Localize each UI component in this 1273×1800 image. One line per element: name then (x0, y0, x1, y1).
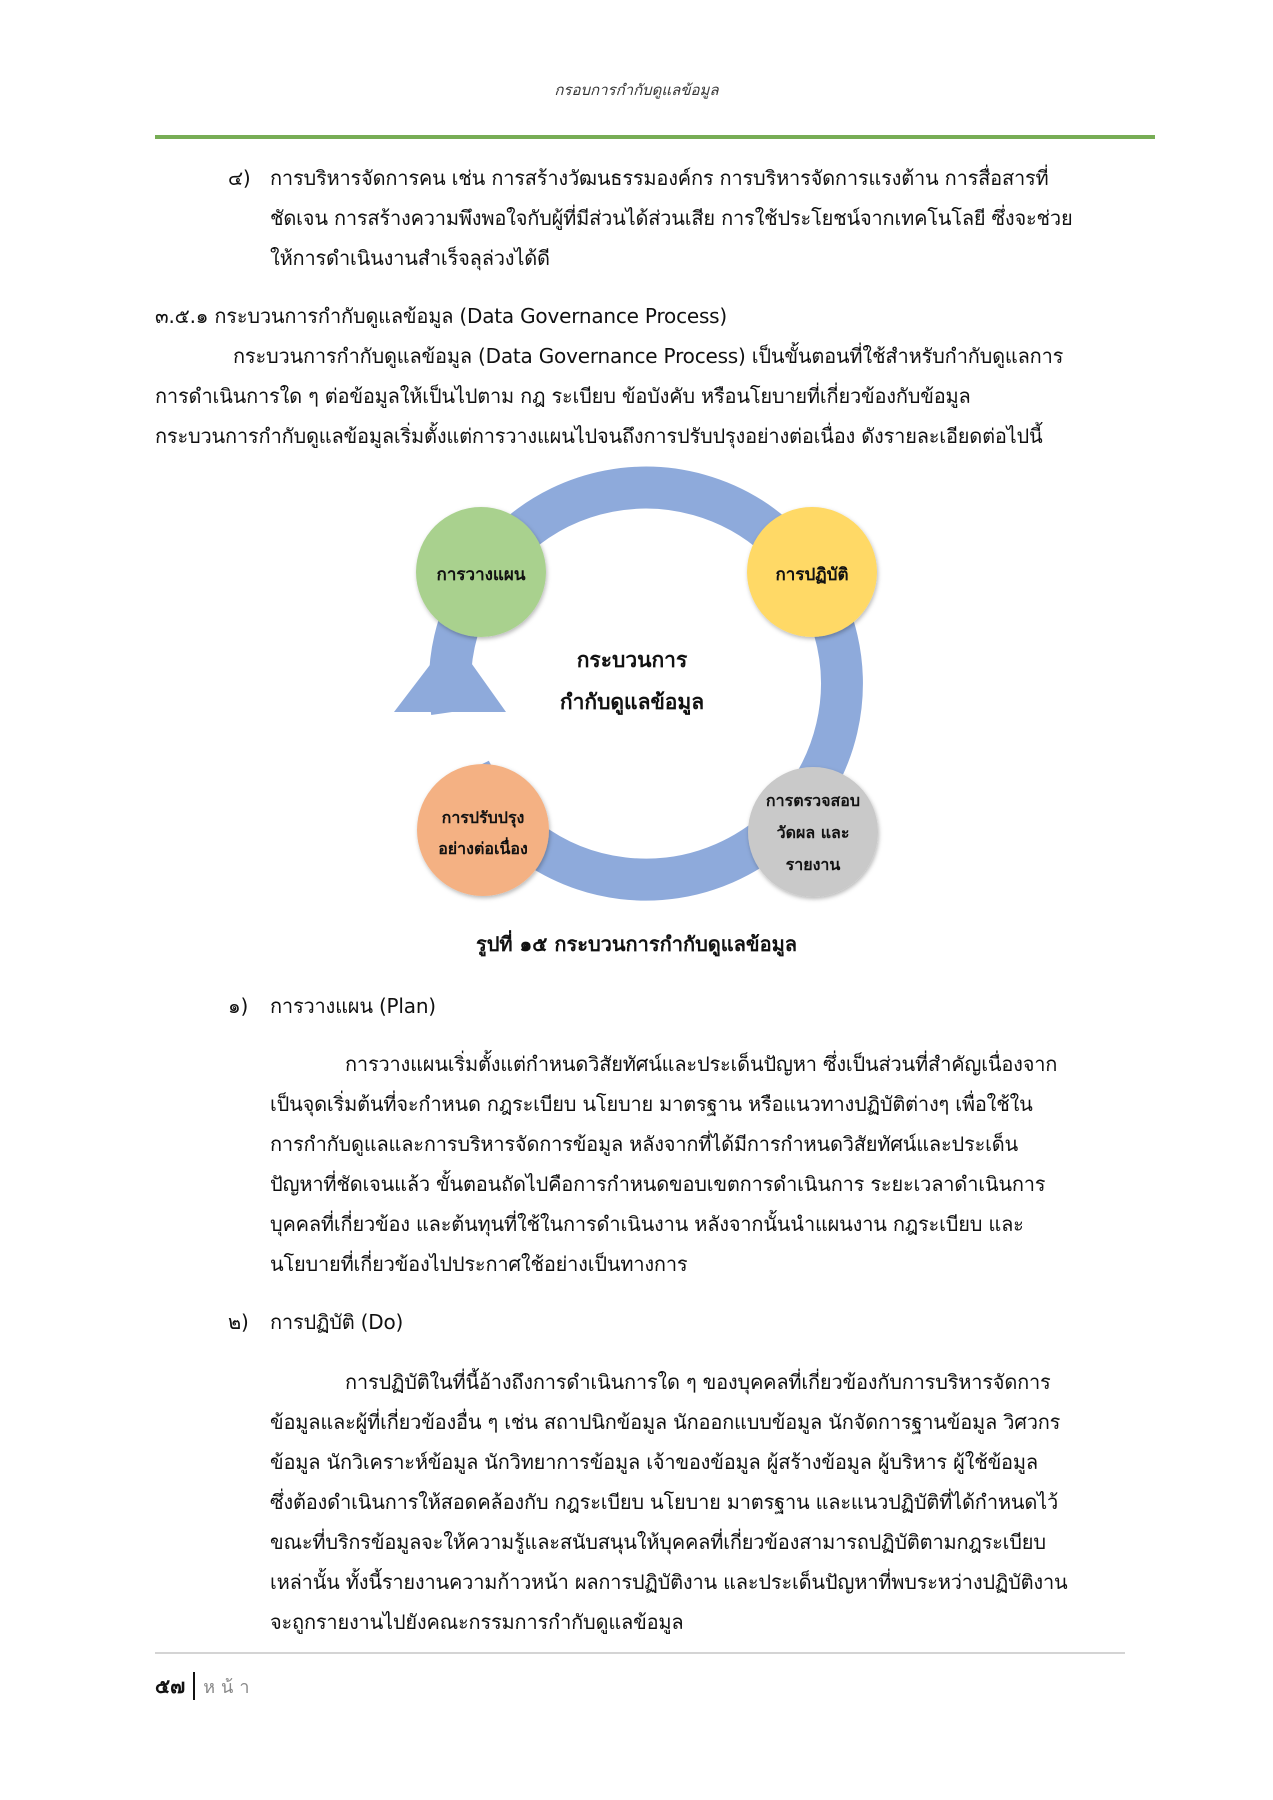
footer-divider (155, 1652, 1125, 1654)
node-check (748, 767, 878, 897)
section-heading: ๓.๕.๑ กระบวนการกำกับดูแลข้อมูล (Data Governance Process) (155, 304, 728, 328)
page-label: หน้า (203, 1676, 256, 1698)
node-do (747, 507, 877, 637)
node-do-label: การปฏิบัติ (775, 565, 849, 585)
step-1-line-4: ปัญหาที่ชัดเจนแล้ว ขั้นตอนถัดไปคือการกำหนดขอบเขตการดำเนินการ ระยะเวลาดำเนินการ (270, 1172, 1046, 1196)
step-1-line-1: การวางแผนเริ่มตั้งแต่กำหนดวิสัยทัศน์และประเด็นปัญหา ซึ่งเป็นส่วนที่สำคัญเนื่องจาก (345, 1052, 1058, 1076)
step-1-line-2: เป็นจุดเริ่มต้นที่จะกำหนด กฎระเบียบ นโยบาย มาตรฐาน หรือแนวทางปฏิบัติต่างๆ เพื่อใช้ใน (270, 1092, 1033, 1116)
running-header-title: กรอบการกำกับดูแลข้อมูล (554, 81, 719, 99)
step-2-title: การปฏิบัติ (Do) (270, 1310, 404, 1334)
intro-item-line-2: ชัดเจน การสร้างความพึงพอใจกับผู้ที่มีส่วนได้ส่วนเสีย การใช้ประโยชน์จากเทคโนโลยี ซึ่งจะช่วย (270, 206, 1073, 230)
diagram-center-label-2: กำกับดูแลข้อมูล (559, 690, 705, 714)
node-check-label-1: การตรวจสอบ (765, 791, 861, 810)
page-footer (155, 1670, 255, 1702)
step-2-line-5: ขณะที่บริกรข้อมูลจะให้ความรู้และสนับสนุนให้บุคคลที่เกี่ยวข้องสามารถปฏิบัติตามกฎระเบียบ (270, 1530, 1046, 1554)
intro-item-number: ๔) (228, 166, 251, 190)
node-check-label-2: วัดผล และ (776, 823, 850, 842)
section-paragraph-line-1: กระบวนการกำกับดูแลข้อมูล (Data Governance Process) เป็นขั้นตอนที่ใช้สำหรับกำกับดูแลการ (233, 344, 1064, 368)
step-1-line-3: การกำกับดูแลและการบริหารจัดการข้อมูล หลังจากที่ได้มีการกำหนดวิสัยทัศน์และประเด็น (270, 1132, 1019, 1156)
figure-caption: รูปที่ ๑๕ กระบวนการกำกับดูแลข้อมูล (475, 932, 798, 956)
page-number: ๕๗ (155, 1674, 186, 1698)
footer-separator (193, 1672, 195, 1700)
step-2-line-4: ซึ่งต้องดำเนินการให้สอดคล้องกับ กฎระเบียบ นโยบาย มาตรฐาน และแนวปฏิบัติที่ได้กำหนดไว้ (270, 1490, 1059, 1514)
step-1-line-5: บุคคลที่เกี่ยวข้อง และต้นทุนที่ใช้ในการดำเนินงาน หลังจากนั้นนำแผนงาน กฎระเบียบ และ (270, 1212, 1024, 1236)
node-plan (416, 507, 546, 637)
section-paragraph-line-3: กระบวนการกำกับดูแลข้อมูลเริ่มตั้งแต่การวางแผนไปจนถึงการปรับปรุงอย่างต่อเนื่อง ดังรายละเอียดต่อไปนี้ (155, 424, 1043, 448)
node-check-label-3: รายงาน (785, 855, 841, 874)
node-act-label-1: การปรับปรุง (441, 808, 525, 827)
step-2-line-1: การปฏิบัติในที่นี้อ้างถึงการดำเนินการใด ๆ ของบุคคลที่เกี่ยวข้องกับการบริหารจัดการ (345, 1370, 1051, 1394)
node-act-label-2: อย่างต่อเนื่อง (438, 839, 528, 858)
node-plan-label: การวางแผน (436, 565, 526, 585)
step-2-line-2: ข้อมูลและผู้ที่เกี่ยวข้องอื่น ๆ เช่น สถาปนิกข้อมูล นักออกแบบข้อมูล นักจัดการฐานข้อมูล วิศวกร (270, 1410, 1061, 1434)
step-2-line-7: จะถูกรายงานไปยังคณะกรรมการกำกับดูแลข้อมูล (270, 1610, 684, 1634)
intro-item-line-1: การบริหารจัดการคน เช่น การสร้างวัฒนธรรมองค์กร การบริหารจัดการแรงต้าน การสื่อสารที่ (270, 166, 1049, 190)
cycle-arrow-head-icon (394, 636, 506, 712)
step-2-number: ๒) (228, 1310, 249, 1334)
step-1-line-6: นโยบายที่เกี่ยวข้องไปประกาศใช้อย่างเป็นทางการ (270, 1252, 688, 1276)
step-2-line-6: เหล่านั้น ทั้งนี้รายงานความก้าวหน้า ผลการปฏิบัติงาน และประเด็นปัญหาที่พบระหว่างปฏิบัติงาน (270, 1570, 1068, 1594)
step-1-number: ๑) (228, 994, 249, 1018)
node-act (417, 764, 549, 896)
step-2-line-3: ข้อมูล นักวิเคราะห์ข้อมูล นักวิทยาการข้อมูล เจ้าของข้อมูล ผู้สร้างข้อมูล ผู้บริหาร ผู้ใช้ข้อมูล (270, 1450, 1038, 1474)
intro-item-line-3: ให้การดำเนินงานสำเร็จลุล่วงได้ดี (270, 246, 550, 270)
section-paragraph-line-2: การดำเนินการใด ๆ ต่อข้อมูลให้เป็นไปตาม กฎ ระเบียบ ข้อบังคับ หรือนโยบายที่เกี่ยวข้องกับข้อมูล (155, 384, 971, 408)
step-1-title: การวางแผน (Plan) (270, 994, 436, 1018)
diagram-center-label-1: กระบวนการ (576, 648, 688, 672)
